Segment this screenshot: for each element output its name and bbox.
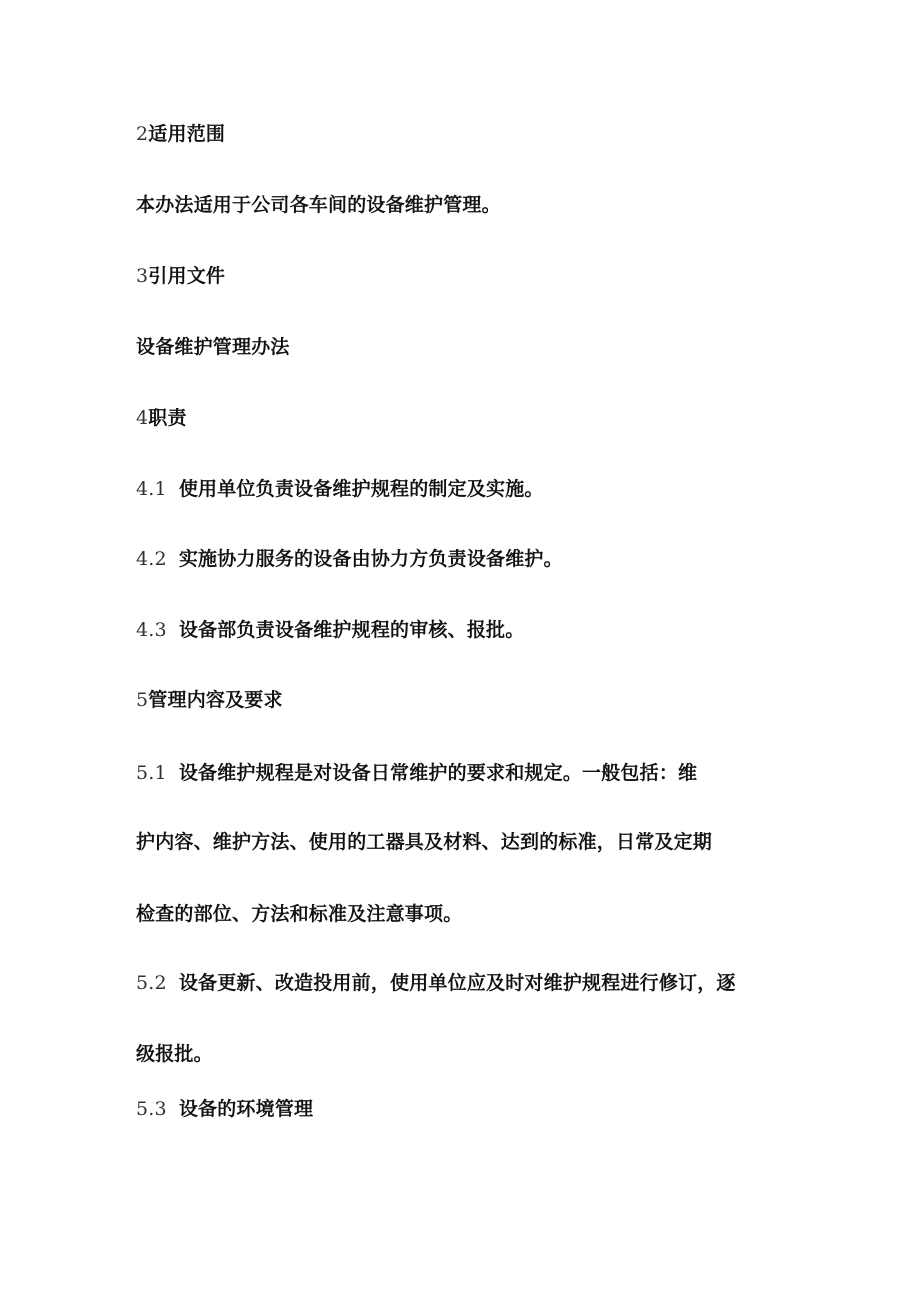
clause-text: 检查的部位、方法和标准及注意事项。 [136,903,463,925]
clause-text: 设备维护规程是对设备日常维护的要求和规定。一般包括：维 [178,762,698,784]
paragraph-text: 本办法适用于公司各车间的设备维护管理。 [136,194,501,216]
clause-text: 级报批。 [136,1043,213,1065]
section-heading-responsibilities [136,406,187,430]
clause-number: 4.2 [136,548,167,570]
section-number: 2 [136,123,149,145]
clause-text: 设备部负责设备维护规程的审核、报批。 [178,619,525,641]
clause-number: 5.1 [136,762,167,784]
clause-5-2-line-1 [136,971,736,995]
paragraph-references [136,335,290,359]
section-title: 职责 [148,407,187,429]
paragraph-scope [136,193,501,217]
clause-text: 使用单位负责设备维护规程的制定及实施。 [178,478,544,500]
clause-5-1-line-2 [136,830,712,854]
section-heading-management [136,688,283,712]
section-number: 5 [136,689,149,711]
section-title: 管理内容及要求 [148,689,283,711]
section-heading-references [136,264,225,288]
clause-4-3 [136,618,524,642]
clause-5-1-line-1 [136,761,697,785]
section-number: 4 [136,407,149,429]
clause-5-2-line-2 [136,1042,213,1066]
clause-text: 设备的环境管理 [178,1098,314,1120]
section-title: 引用文件 [148,265,226,287]
clause-4-1 [136,477,544,501]
section-number: 3 [136,265,149,287]
clause-number: 5.2 [136,972,167,994]
clause-text: 设备更新、改造投用前，使用单位应及时对维护规程进行修订，逐 [178,972,736,994]
clause-text: 实施协力服务的设备由协力方负责设备维护。 [178,548,563,570]
clause-number: 4.1 [136,478,167,500]
clause-5-1-line-3 [136,902,462,926]
clause-number: 5.3 [136,1098,167,1120]
section-title: 适用范围 [148,123,226,145]
clause-text: 护内容、维护方法、使用的工器具及材料、达到的标准，日常及定期 [136,831,713,853]
section-heading-scope [136,122,225,146]
clause-number: 4.3 [136,619,167,641]
paragraph-text: 设备维护管理办法 [136,336,290,358]
clause-4-2 [136,547,563,571]
clause-5-3 [136,1097,313,1121]
